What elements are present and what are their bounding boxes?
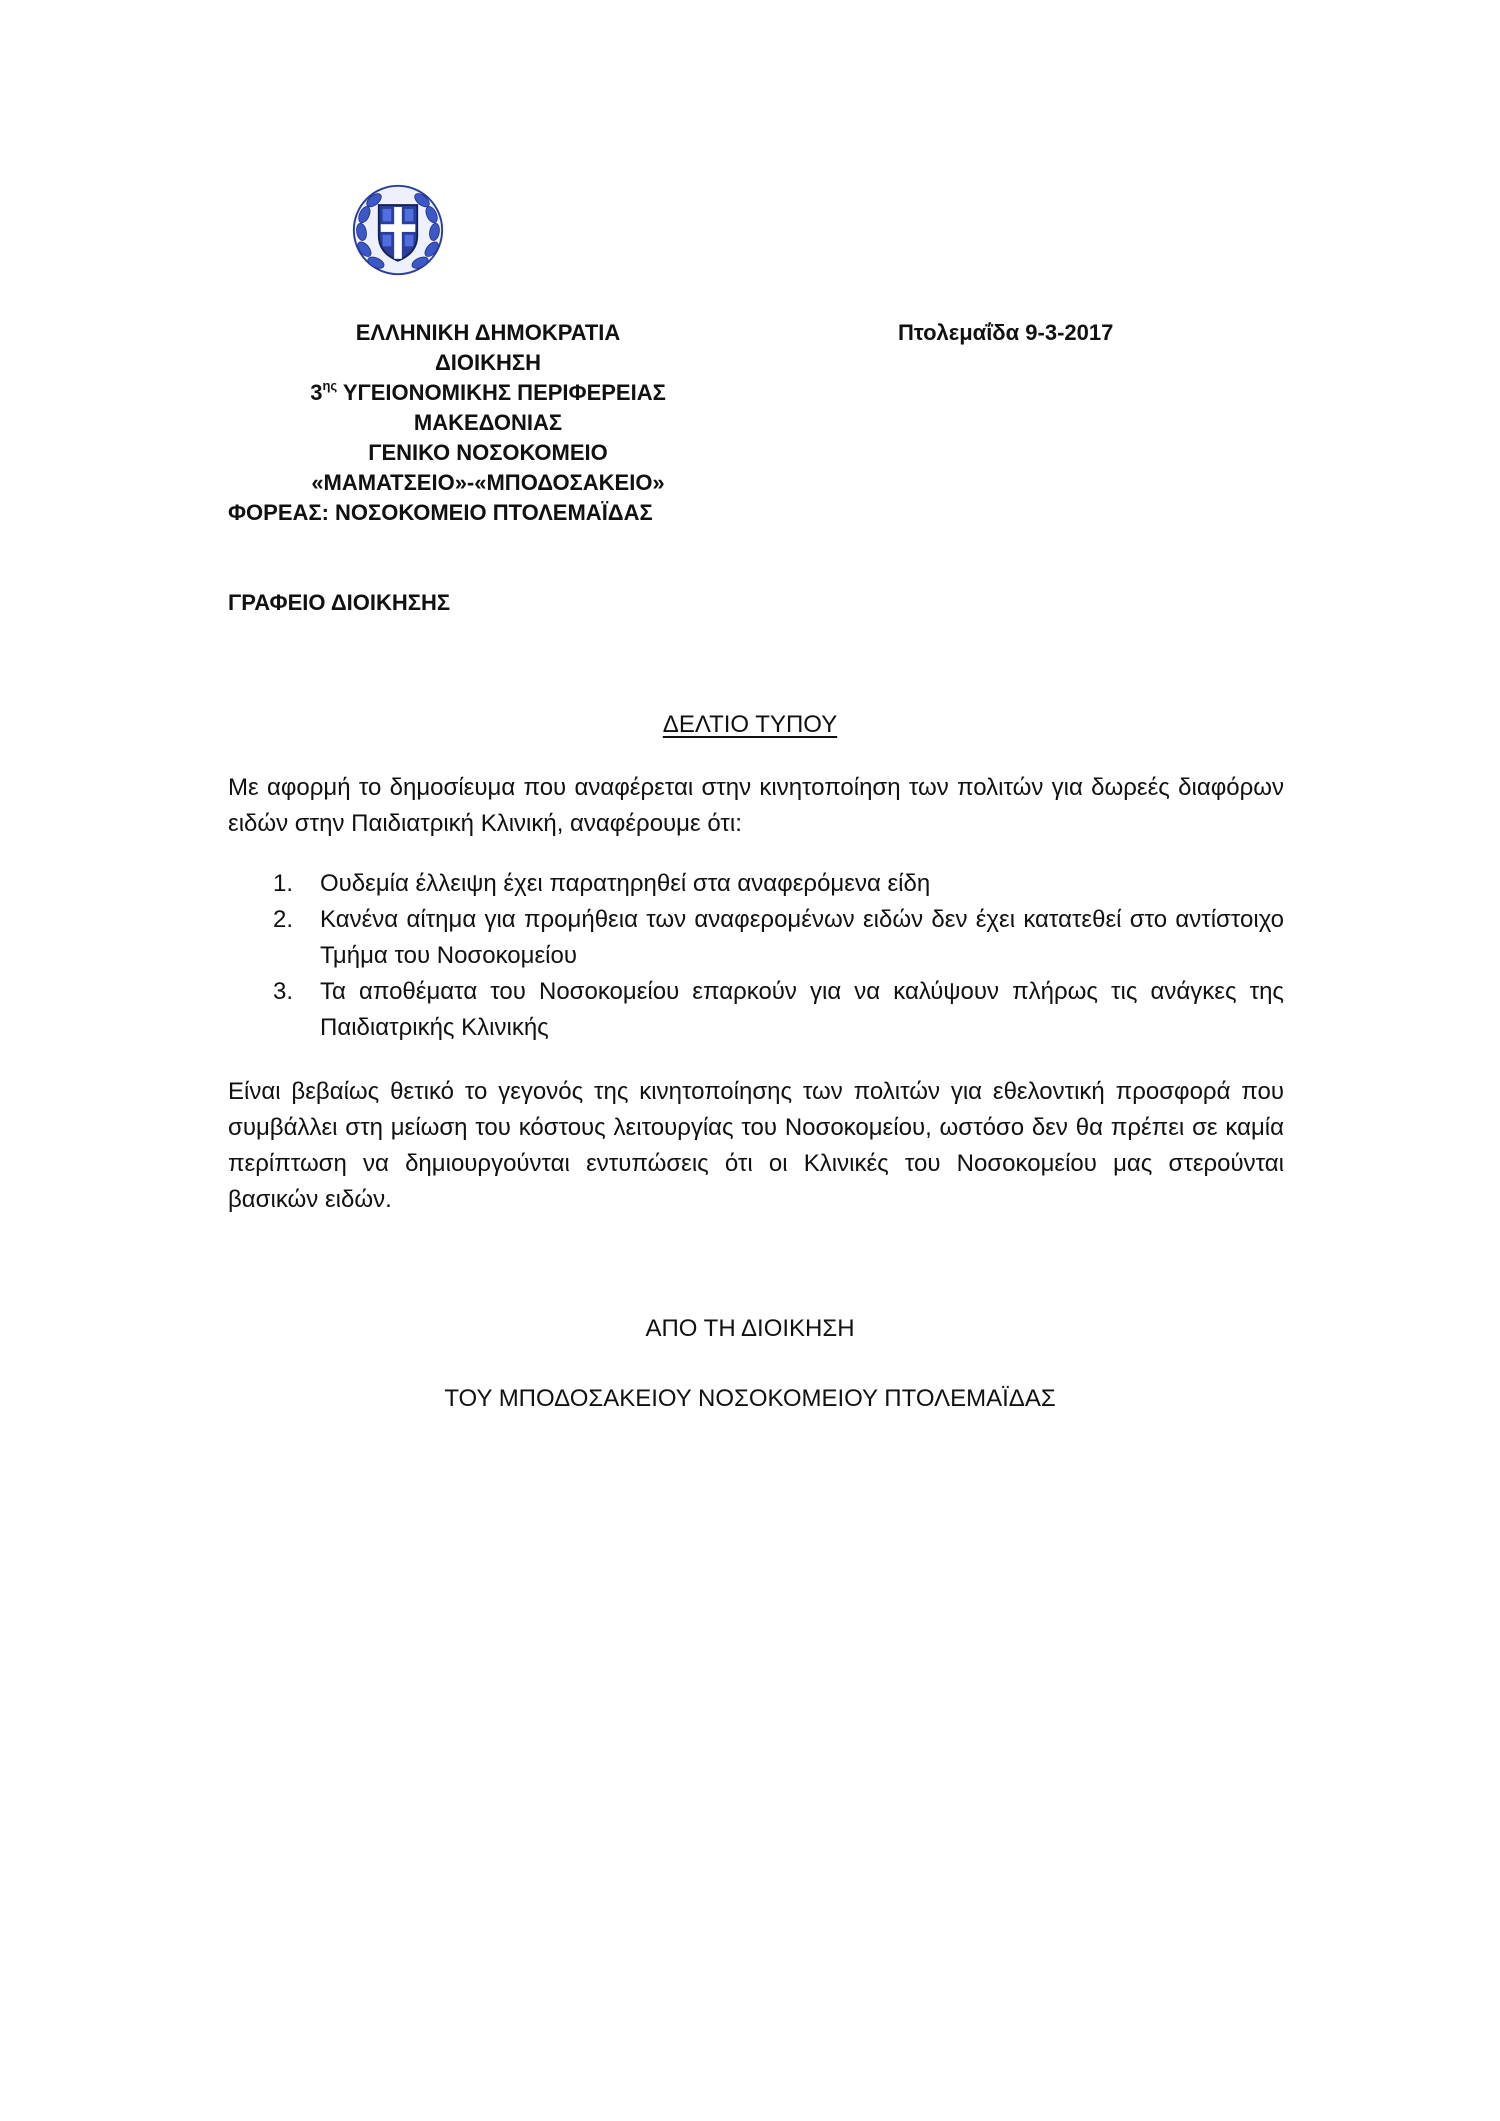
press-release-title-text: ΔΕΛΤΙΟ ΤΥΠΟΥ — [662, 711, 838, 738]
header-region-ordinal: ης — [322, 377, 338, 393]
header-region-text: ΥΓΕΙΟΝΟΜΙΚΗΣ ΠΕΡΙΦΕΡΕΙΑΣ — [337, 380, 666, 405]
header-health-region — [228, 378, 748, 408]
signature-line-1: ΑΠΟ ΤΗ ΔΙΟΙΚΗΣΗ — [645, 1315, 855, 1342]
list-item-text: Κανένα αίτημα για προμήθεια των αναφερομένων ειδών δεν έχει κατατεθεί στο αντίστοιχο Τμήμα του Νοσοκομείου — [320, 906, 1284, 969]
list-item-number: 1. — [273, 870, 294, 897]
office-name: ΓΡΑΦΕΙΟ ΔΙΟΙΚΗΣΗΣ — [228, 590, 451, 615]
header-country: ΕΛΛΗΝΙΚΗ ΔΗΜΟΚΡΑΤΙΑ — [355, 320, 621, 345]
points-list — [228, 866, 1284, 1046]
header-general-hospital: ΓΕΝΙΚΟ ΝΟΣΟΚΟΜΕΙΟ — [368, 440, 608, 465]
list-item — [228, 974, 1284, 1046]
header-region-number: 3 — [310, 380, 323, 405]
greek-coat-of-arms-icon — [350, 182, 446, 278]
intro-paragraph: Με αφορμή το δημοσίευμα που αναφέρεται στην κινητοποίηση των πολιτών για δωρεές διαφόρων ειδών στην Παιδιατρική Κλινική, αναφέρουμε ότι: — [228, 774, 1284, 837]
list-item — [228, 866, 1284, 902]
closing-paragraph: Είναι βεβαίως θετικό το γεγονός της κινητοποίησης των πολιτών για εθελοντική προσφορά που συμβάλλει στη μείωση του κόστους λειτουργίας του Νοσοκομείου, ωστόσο δεν θα πρέπει σε καμία περίπτωση να δημιουργούνται εντυπώσεις ότι οι Κλινικές του Νοσοκομείου μας στερούνται βασικών ειδών. — [228, 1078, 1284, 1213]
list-item — [228, 902, 1284, 974]
header-administration: ΔΙΟΙΚΗΣΗ — [434, 350, 541, 375]
signature-line-2: ΤΟΥ ΜΠΟΔΟΣΑΚΕΙΟΥ ΝΟΣΟΚΟΜΕΙΟΥ ΠΤΟΛΕΜΑΪΔΑΣ — [444, 1385, 1056, 1412]
header-macedonia: ΜΑΚΕΔΟΝΙΑΣ — [413, 410, 563, 435]
list-item-number: 3. — [273, 978, 294, 1005]
list-item-text: Τα αποθέματα του Νοσοκομείου επαρκούν για να καλύψουν πλήρως τις ανάγκες της Παιδιατρικής Κλινικής — [320, 978, 1284, 1041]
header-agency: ΦΟΡΕΑΣ: ΝΟΣΟΚΟΜΕΙΟ ΠΤΟΛΕΜΑΪΔΑΣ — [228, 500, 653, 525]
press-release-title — [0, 710, 1500, 740]
list-item-text: Ουδεμία έλλειψη έχει παρατηρηθεί στα αναφερόμενα είδη — [320, 870, 931, 897]
issuer-header — [228, 318, 748, 528]
document-date: Πτολεμαΐδα 9-3-2017 — [898, 320, 1114, 345]
header-hospital-names: «ΜΑΜΑΤΣΕΙΟ»-«ΜΠΟΔΟΣΑΚΕΙΟ» — [311, 470, 665, 495]
list-item-number: 2. — [273, 906, 294, 933]
